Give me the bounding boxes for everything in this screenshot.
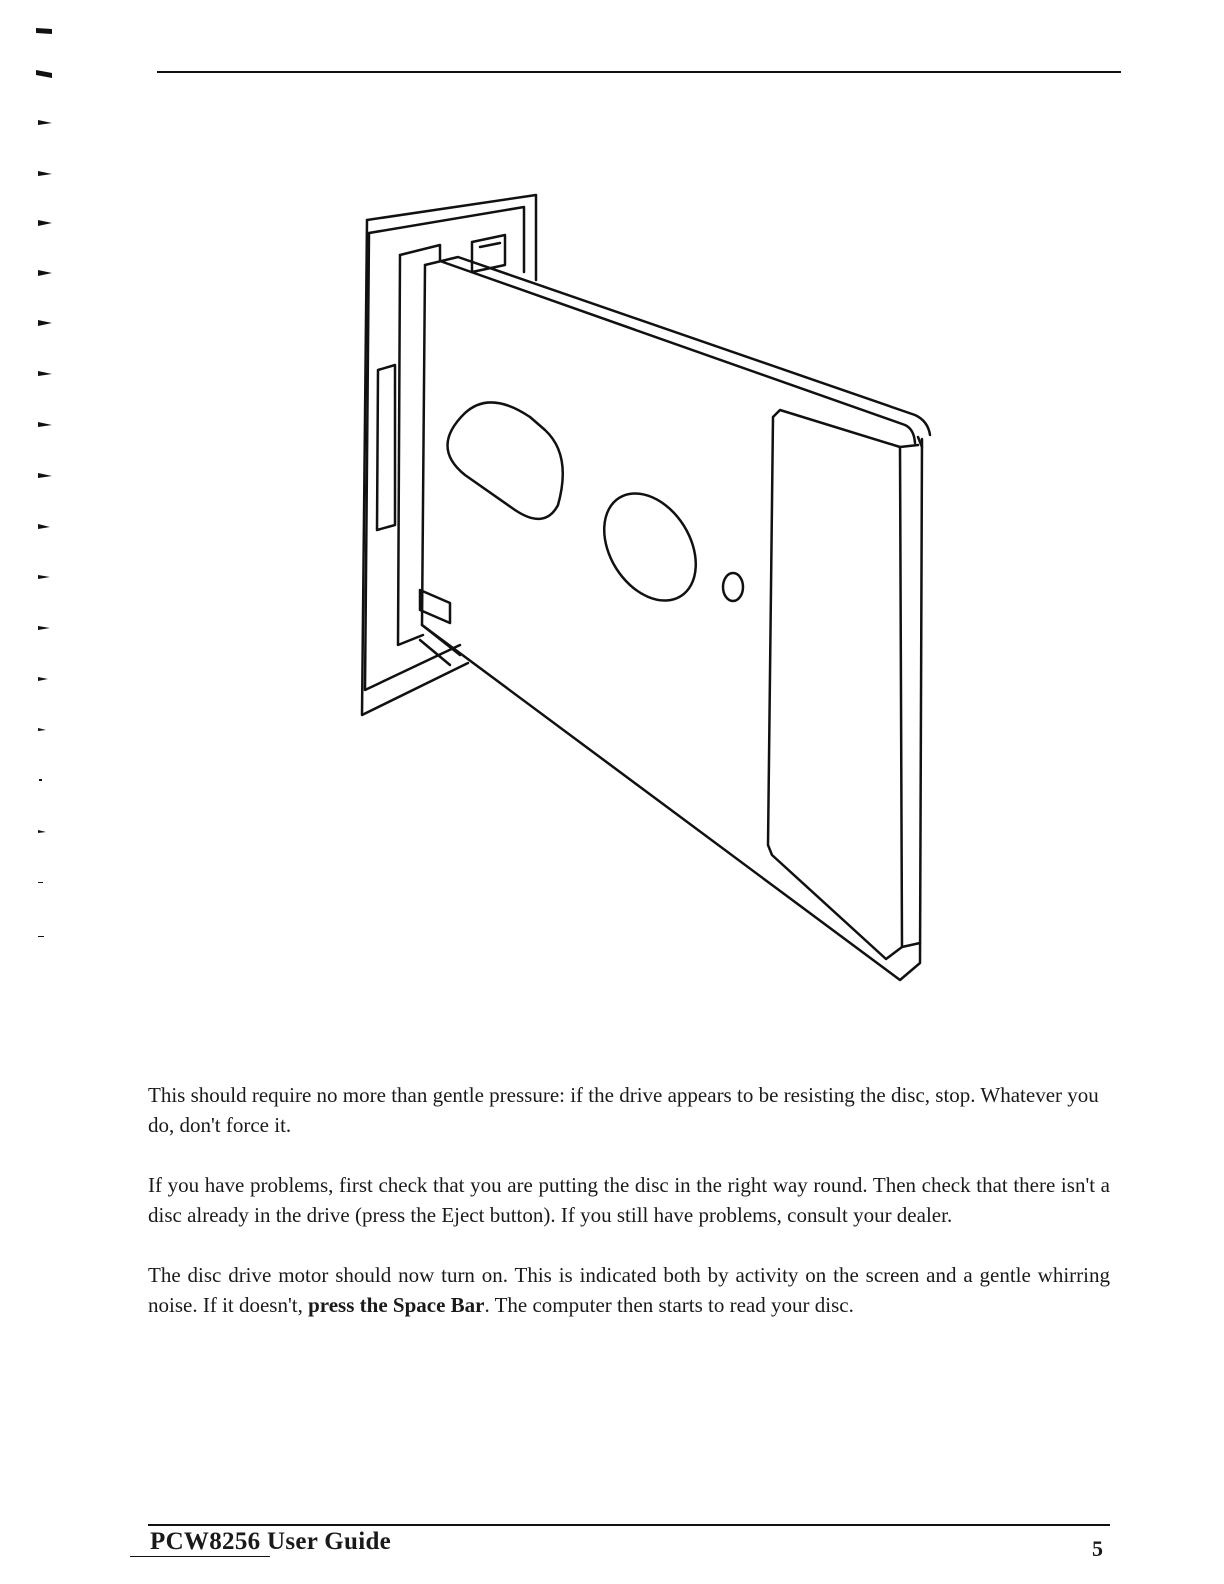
footer-underline [130,1556,270,1557]
paragraph-text: . The computer then starts to read your disc. [484,1293,854,1317]
binding-margin-marks [0,0,80,1000]
footer-title: PCW8256 User Guide [150,1528,392,1555]
disc-insertion-illustration [340,185,960,1005]
page-number: 5 [1092,1536,1103,1561]
footer-rule [148,1524,1110,1526]
paragraph: This should require no more than gentle pressure: if the drive appears to be resisting the disc, stop. Whatever you do, don't force it. [148,1083,1099,1137]
paragraph-text: The disc drive motor should now turn on. This is indicated both by activity on the screen and a gentle whirring noise. If it doesn't, [148,1263,1110,1317]
header-rule [157,71,1121,73]
emphasis-text: press the Space Bar [308,1293,485,1317]
paragraph: If you have problems, first check that you are putting the disc in the right way round. Then check that there isn't a disc already in the drive (press the Eject button). If you still have problems, consult your dealer. [148,1173,1110,1227]
paragraph [148,1260,1110,1320]
body-text [148,1080,1110,1350]
